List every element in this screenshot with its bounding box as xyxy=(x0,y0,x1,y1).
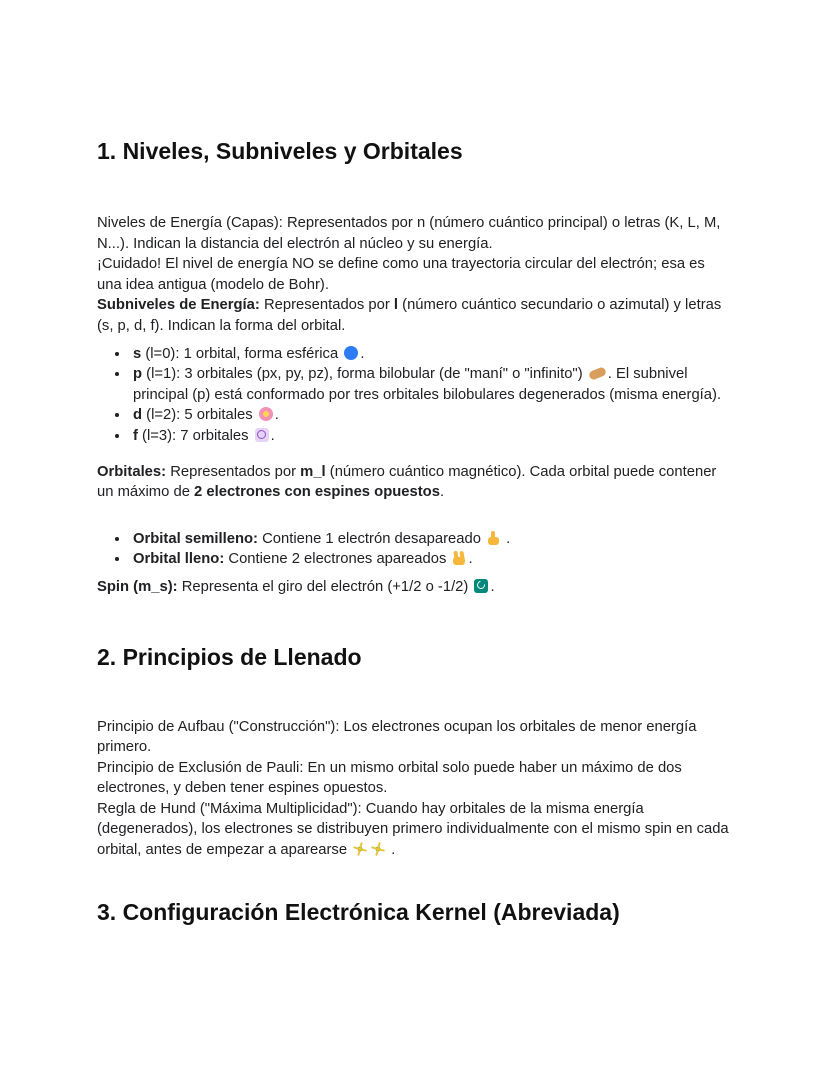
text-run: Representados por xyxy=(259,297,394,314)
paragraph-pauli xyxy=(97,758,732,799)
text-run: Contiene 2 electrones apareados xyxy=(224,551,451,568)
text-run: (l=2): 5 orbitales xyxy=(142,407,257,424)
sparkler-emoji xyxy=(370,840,387,857)
text-run: . xyxy=(502,530,511,547)
atom-symbol-emoji xyxy=(255,428,269,442)
text-run: Orbital semilleno: xyxy=(133,530,258,547)
text-run: 2 electrones con espines opuestos xyxy=(194,484,440,501)
list-item xyxy=(130,529,732,550)
paragraph-caution xyxy=(97,254,732,295)
text-run: Orbitales: xyxy=(97,463,167,480)
text-run: (l=0): 1 orbital, forma esférica xyxy=(141,345,343,362)
text-run: m_l xyxy=(300,463,326,480)
blue-circle-emoji xyxy=(344,346,358,360)
sublevel-types-list xyxy=(97,344,732,447)
index-finger-emoji xyxy=(487,531,500,546)
list-item xyxy=(130,405,732,426)
orbital-fill-list xyxy=(97,529,732,570)
peanut-emoji xyxy=(588,366,607,381)
text-run: . xyxy=(360,345,365,362)
paragraph-hund xyxy=(97,799,732,861)
text-run: . xyxy=(439,484,445,501)
text-run: (número cuántico magnético). Cada orbital puede contener un máximo de xyxy=(97,463,717,501)
list-item xyxy=(130,426,732,447)
text-run: Niveles de Energía (Capas): Representados por n (número cuántico principal) o letras (K, L, M, N...). Indican la distancia del electrón al núcleo y su energía. xyxy=(97,215,721,252)
text-run: Spin (m_s): xyxy=(97,578,178,595)
paragraph-orbitals xyxy=(97,462,732,503)
list-item xyxy=(130,549,732,570)
text-run: d xyxy=(133,407,143,424)
text-run: . El subnivel principal (p) está conformado por tres orbitales bilobulares degenerados (misma energía). xyxy=(133,366,722,403)
text-run: Regla de Hund ("Máxima Multiplicidad"): Cuando hay orbitales de la misma energía (degenerados), los electrones se distribuyen primero individualmente con el mismo spin en cada orbital, antes de empezar a aparearse xyxy=(97,800,729,859)
text-run: (número cuántico secundario o azimutal) y letras (s, p, d, f). Indican la forma del orbital. xyxy=(97,297,722,334)
list-item xyxy=(130,364,732,405)
text-run: Principio de Aufbau ("Construcción"): Los electrones ocupan los orbitales de menor energía primero. xyxy=(97,718,697,756)
text-run: . xyxy=(387,842,396,859)
section-heading-1: 1. Niveles, Subniveles y Orbitales xyxy=(97,138,463,164)
text-run: Principio de Exclusión de Pauli: En un mismo orbital solo puede haber un máximo de dos electrones, y deben tener espines opuestos. xyxy=(97,759,682,797)
text-run: Representa el giro del electrón (+1/2 o -1/2) xyxy=(177,578,473,595)
paragraph-sublevels xyxy=(97,295,732,336)
paragraph-aufbau xyxy=(97,717,732,758)
text-run: Representados por xyxy=(166,463,301,480)
text-run: ¡Cuidado! El nivel de energía NO se define como una trayectoria circular del electrón; esa es una idea antigua (modelo de Bohr). xyxy=(97,256,705,293)
section-1-body xyxy=(97,213,732,598)
paragraph-energy-levels xyxy=(97,213,732,254)
text-run: s xyxy=(133,345,142,362)
text-run: . xyxy=(274,407,279,424)
text-run: . xyxy=(270,427,275,444)
text-run: . xyxy=(490,578,495,595)
text-run: Subniveles de Energía: xyxy=(97,297,260,314)
arrows-counterclockwise-emoji xyxy=(474,579,488,593)
text-run: Orbital lleno: xyxy=(133,551,225,568)
text-run: (l=1): 3 orbitales (px, py, pz), forma bilobular (de "maní" o "infinito") xyxy=(142,366,587,383)
victory-hand-emoji xyxy=(452,551,466,566)
section-2-body xyxy=(97,717,732,861)
cherry-blossom-emoji xyxy=(259,407,273,421)
text-run: f xyxy=(133,427,138,444)
text-run: . xyxy=(468,551,473,568)
sparkler-emoji xyxy=(352,840,369,857)
text-run: Contiene 1 electrón desapareado xyxy=(257,530,486,547)
paragraph-spin xyxy=(97,577,732,598)
text-run: l xyxy=(393,297,399,314)
text-run: (l=3): 7 orbitales xyxy=(137,427,253,444)
section-heading-3: 3. Configuración Electrónica Kernel (Abreviada) xyxy=(97,898,620,925)
list-item xyxy=(130,344,732,365)
section-heading-2: 2. Principios de Llenado xyxy=(97,643,362,670)
text-run: p xyxy=(133,366,143,383)
